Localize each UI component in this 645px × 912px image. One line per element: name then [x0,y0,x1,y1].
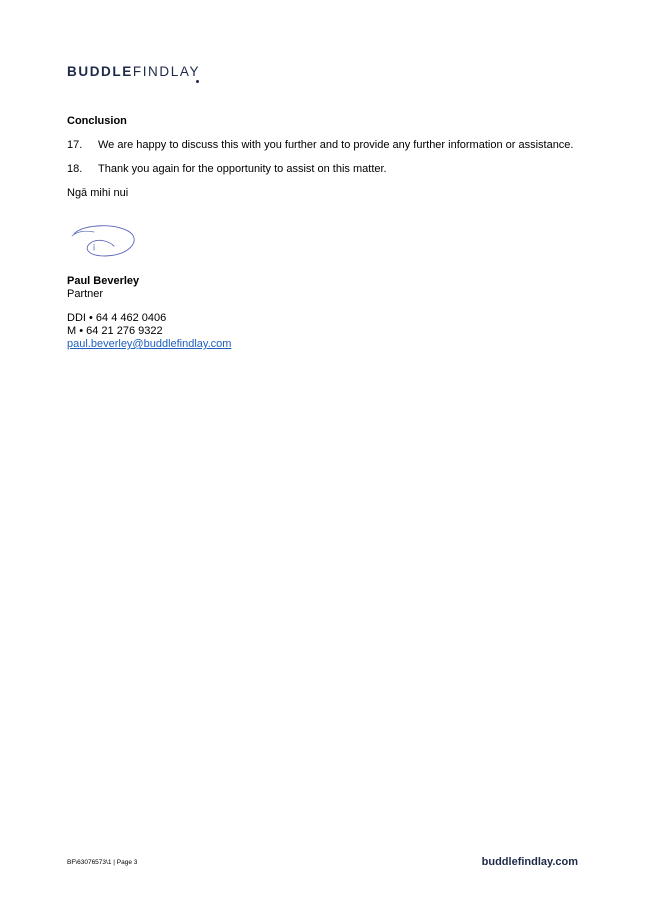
handwritten-signature [70,222,140,260]
paragraph-number: 18. [67,163,83,175]
mobile-phone: M • 64 21 276 9322 [67,325,163,337]
closing-salutation: Ngā mihi nui [67,187,129,199]
signatory-title: Partner [67,288,104,300]
buddle-findlay-logo [67,64,200,79]
signatory-name: Paul Beverley [67,275,140,287]
paragraph-text: We are happy to discuss this with you further and to provide any further information or assistance. [98,139,574,151]
ddi-phone: DDI • 64 4 462 0406 [67,312,167,324]
section-heading: Conclusion [67,115,127,127]
contact-details [67,312,231,351]
logo-text-buddle: BUDDLE [67,64,133,79]
paragraph-text: Thank you again for the opportunity to assist on this matter. [98,163,387,175]
logo-text-findlay: FINDLAY [132,64,201,79]
email-link[interactable]: paul.beverley@buddlefindlay.com [67,338,232,350]
signatory-block [67,275,139,301]
paragraph-17 [67,139,573,151]
paragraph-18 [67,163,387,175]
logo-dot-icon [196,80,199,83]
logo-mark [133,64,200,79]
footer-doc-reference: BF\63076573\1 | Page 3 [67,859,138,866]
footer-website: buddlefindlay.com [481,856,578,868]
paragraph-number: 17. [67,139,83,151]
